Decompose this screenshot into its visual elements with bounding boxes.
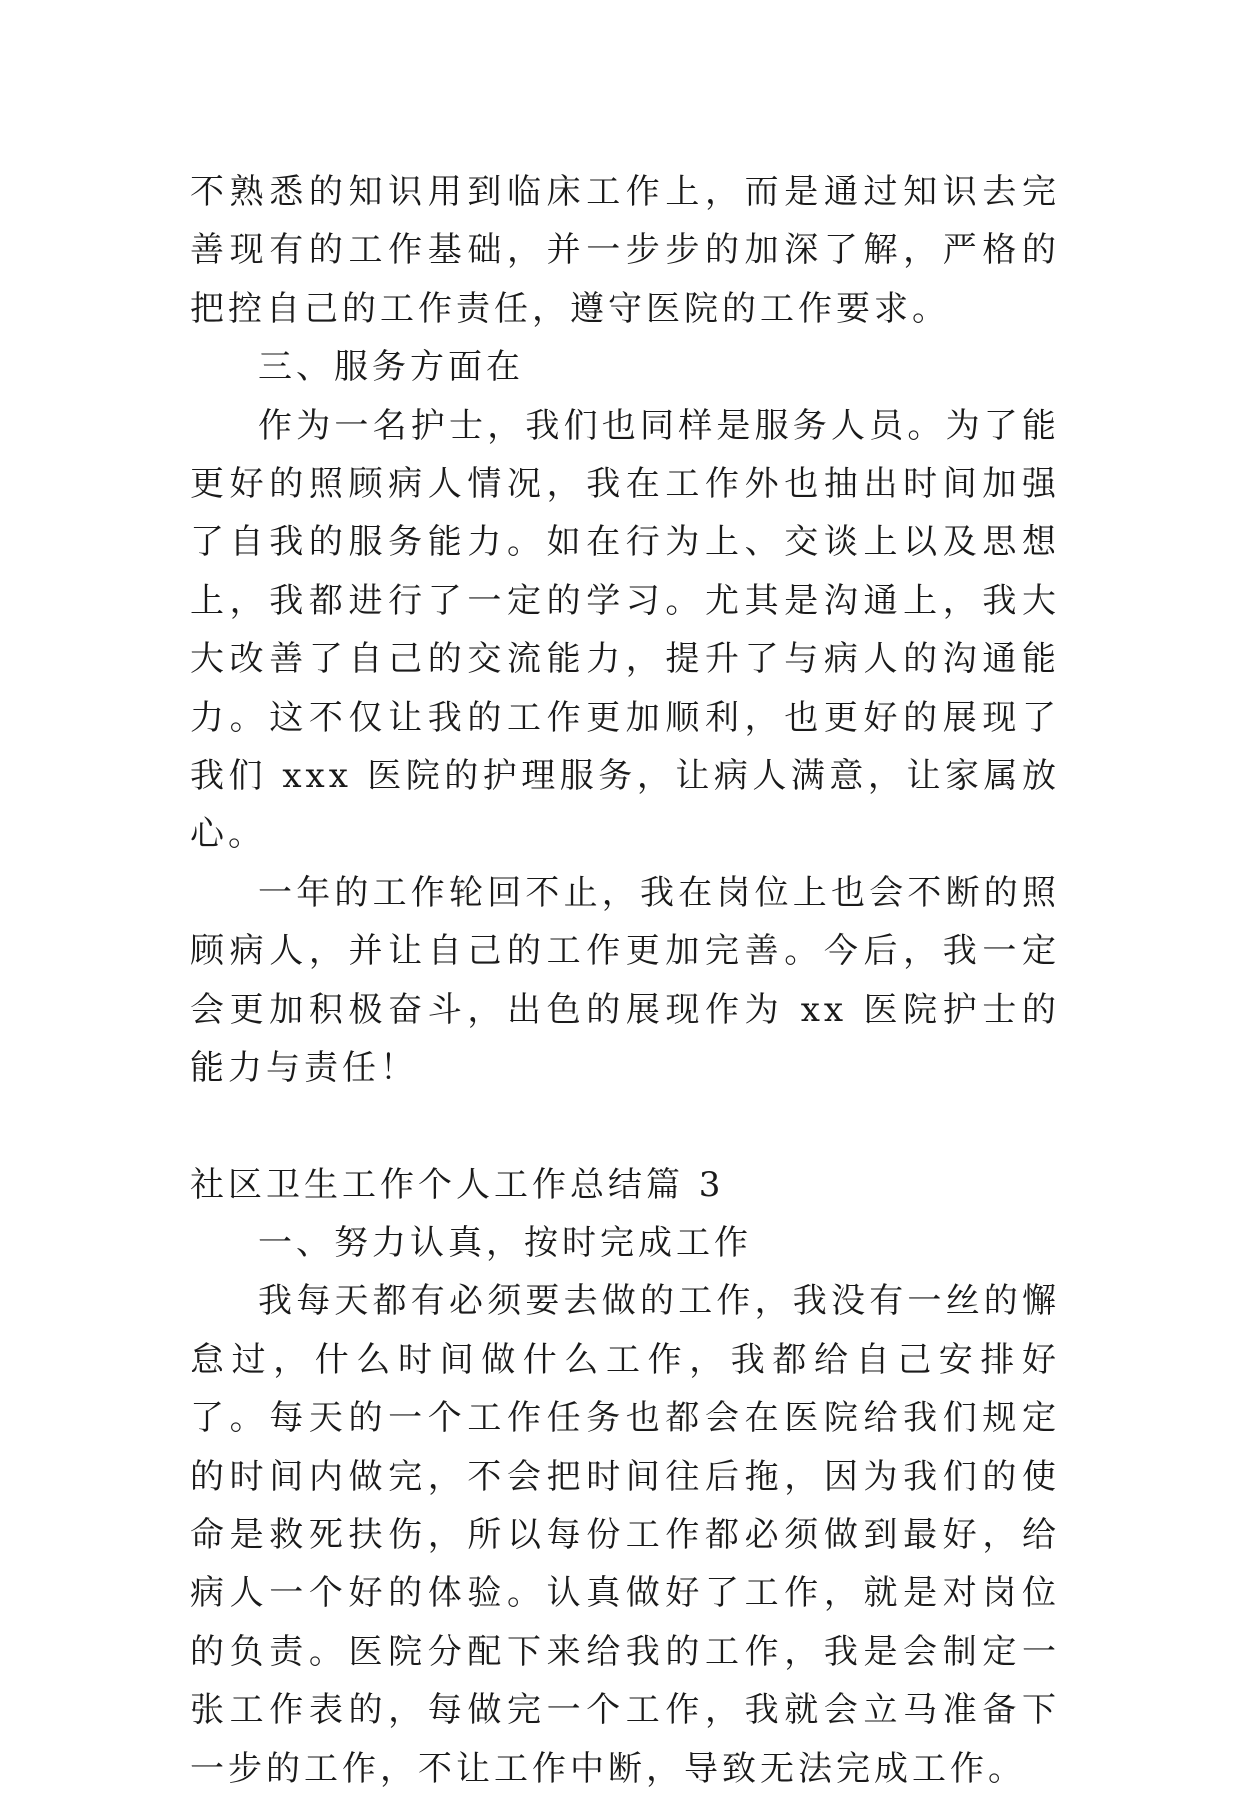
paragraph-diligence: 我每天都有必须要去做的工作，我没有一丝的懈怠过，什么时间做什么工作，我都给自己安排好了。每天的一个工作任务也都会在医院给我们规定的时间内做完，不会把时间往后拖，因为我们的使命是救死扶伤，所以每份工作都必须做到最好，给病人一个好的体验。认真做好了工作，就是对岗位的负责。医院分配下来给我的工作，我是会制定一张工作表的，每做完一个工作，我就会立马准备下一步的工作，不让工作中断，导致无法完成工作。 — [190, 1281, 1060, 1789]
article-title: 社区卫生工作个人工作总结篇 3 — [190, 1164, 725, 1205]
paragraph-continued: 不熟悉的知识用到临床工作上，而是通过知识去完善现有的工作基础，并一步步的加深了解，严格的把控自己的工作责任，遵守医院的工作要求。 — [190, 172, 1060, 329]
document-body — [190, 163, 1060, 1798]
paragraph-service: 作为一名护士，我们也同样是服务人员。为了能更好的照顾病人情况，我在工作外也抽出时间加强了自我的服务能力。如在行为上、交谈上以及思想上，我都进行了一定的学习。尤其是沟通上，我大大改善了自己的交流能力，提升了与病人的沟通能力。这不仅让我的工作更加顺利，也更好的展现了我们 xxx 医院的护理服务，让病人满意，让家属放心。 — [190, 405, 1060, 855]
section-heading-service: 三、服务方面在 — [258, 347, 524, 388]
section-heading-diligence: 一、努力认真，按时完成工作 — [258, 1222, 752, 1263]
paragraph-conclusion: 一年的工作轮回不止，我在岗位上也会不断的照顾病人，并让自己的工作更加完善。今后，我一定会更加积极奋斗，出色的展现作为 xx 医院护士的能力与责任！ — [190, 872, 1060, 1089]
